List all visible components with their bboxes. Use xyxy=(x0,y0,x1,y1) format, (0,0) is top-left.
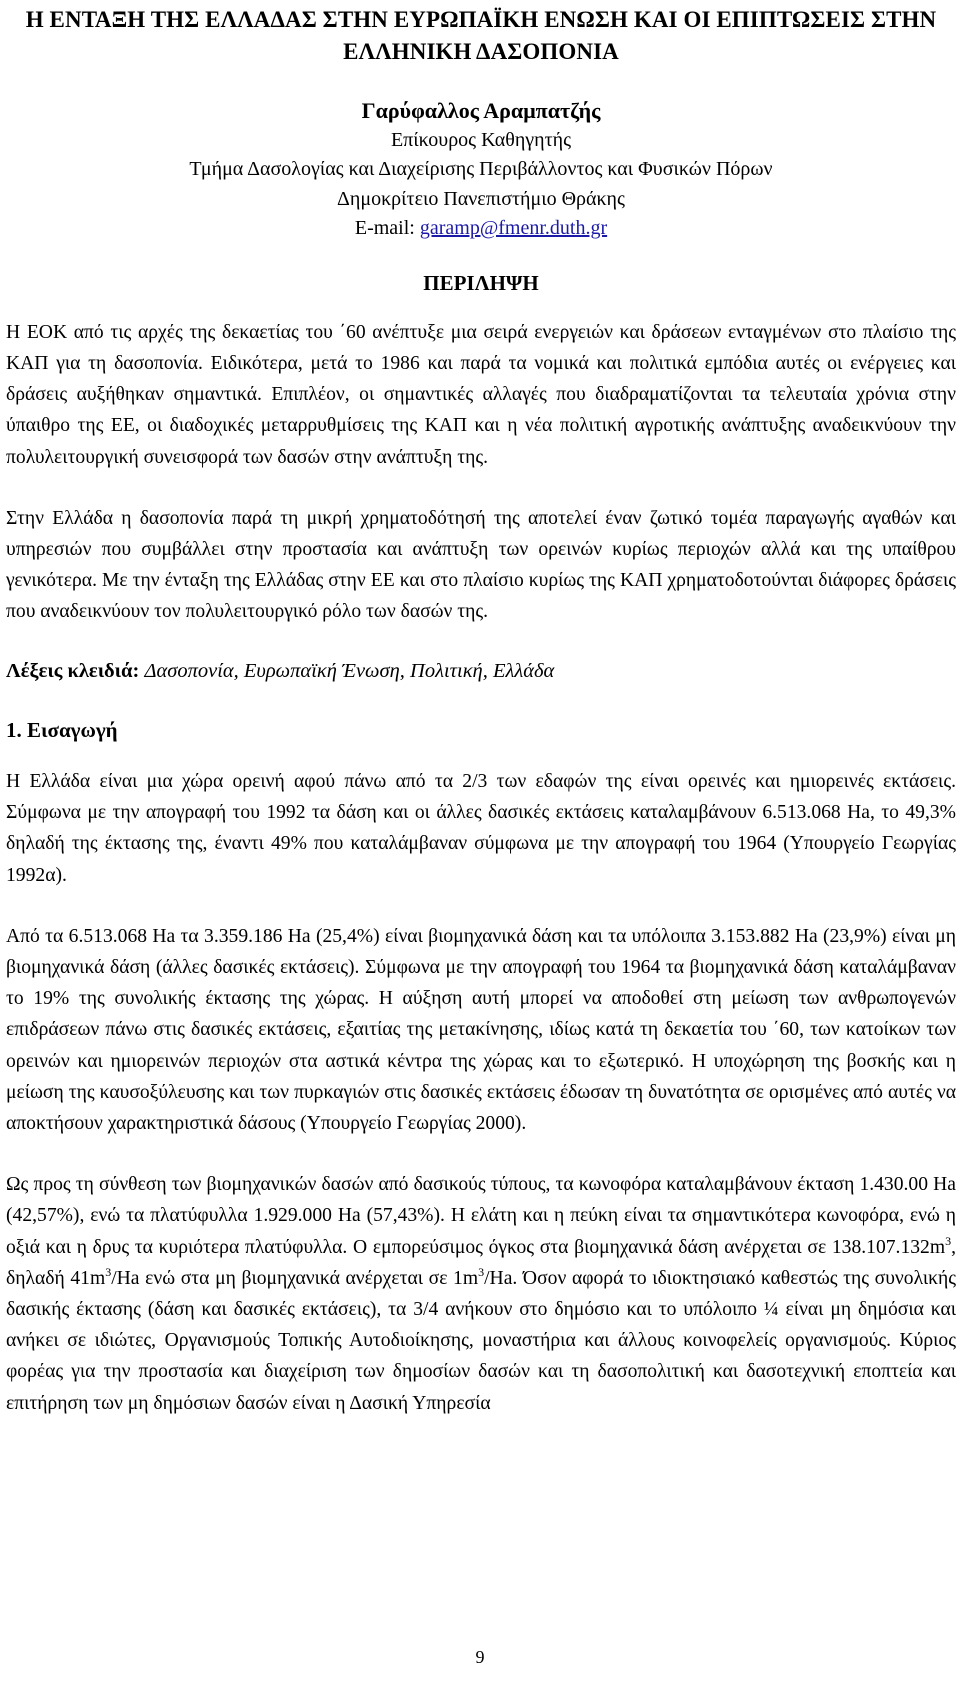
author-block xyxy=(6,96,956,244)
superscript-cubic-1: 3 xyxy=(945,1233,952,1248)
author-department: Τμήμα Δασολογίας και Διαχείρισης Περιβάλλοντος και Φυσικών Πόρων xyxy=(189,158,773,180)
intro-paragraph-3-part-d: /Ha. Όσον αφορά το ιδιοκτησιακό καθεστώς της συνολικής δασικής έκτασης (δάση και δασικές εκτάσεις), τα 3/4 ανήκουν στο δημόσιο και το υπόλοιπο ¼ είναι μη δημόσια και ανήκει σε ιδιώτες, Οργανισμούς Τοπικής Αυτοδιοίκησης, μοναστήρια και άλλους κοινοφελείς οργανισμούς. Κύριος φορέας για την προστασία και διαχείριση των δημοσίων δασών και τη δασοπολιτική και δασοτεχνική εποπτεία και επιτήρηση των μη δημόσιων δασών είναι η Δασική Υπηρεσία xyxy=(6,1267,956,1414)
keywords-label: Λέξεις κλειδιά: xyxy=(6,659,140,682)
intro-paragraph-3-part-a: Ως προς τη σύνθεση των βιομηχανικών δασών από δασικούς τύπους, τα κωνοφόρα καταλαμβάνουν έκταση 1.430.00 Ha (42,57%), ενώ τα πλατύφυλλα 1.929.000 Ha (57,43%). Η ελάτη και η πεύκη είναι τα σημαντικότερα κωνοφόρα, ενώ η οξιά και η δρυς τα κυριότερα πλατύφυλλα. Ο εμπορεύσιμος όγκος στα βιομηχανικά δάση ανέρχεται σε 138.107.132m xyxy=(6,1174,956,1258)
keywords-line xyxy=(6,656,956,687)
email-link[interactable]: garamp@fmenr.duth.gr xyxy=(419,217,608,239)
intro-paragraph-3-part-b: , δηλαδή 41m xyxy=(6,1236,956,1289)
author-email-line xyxy=(6,214,956,244)
intro-paragraph-3 xyxy=(6,1169,956,1419)
superscript-cubic-3: 3 xyxy=(478,1264,485,1279)
author-university: Δημοκρίτειο Πανεπιστήμιο Θράκης xyxy=(337,187,625,210)
abstract-paragraph-2: Στην Ελλάδα η δασοπονία παρά τη μικρή χρηματοδότησή της αποτελεί έναν ζωτικό τομέα παραγωγής αγαθών και υπηρεσιών που συμβάλλει στην προστασία και ανάπτυξη των ορεινών κυρίως περιοχών αλλά και της υπαίθρου γενικότερα. Με την ένταξη της Ελλάδας στην ΕΕ και στο πλαίσιο κυρίως της ΚΑΠ χρηματοδοτούνται διάφορες δράσεις που αναδεικνύουν τον πολυλειτουργικό ρόλο των δασών της. xyxy=(6,507,956,623)
intro-paragraph-2: Από τα 6.513.068 Ha τα 3.359.186 Ha (25,4%) είναι βιομηχανικά δάση και τα υπόλοιπα 3.153.882 Ha (23,9%) είναι μη βιομηχανικά δάση (άλλες δασικές εκτάσεις). Σύμφωνα με την απογραφή του 1964 τα βιομηχανικά δάση καταλάμβαναν το 19% της συνολικής έκτασης της χώρας. Η αύξηση αυτή μπορεί να αποδοθεί στη μείωση των ανθρωπογενών επιδράσεων πάνω στις δασικές εκτάσεις, εξαιτίας της μετακίνησης, ιδίως κατά τη δεκαετία του ΄60, των κατοίκων των ορεινών και ημιορεινών περιοχών στα αστικά κέντρα της χώρας και το εξωτερικό. Η υποχώρηση της βοσκής και η μείωση της καυσοξύλευσης και των πυρκαγιών στις δασικές εκτάσεις έδωσαν τη δυνατότητα σε ορισμένες από αυτές να αποκτήσουν χαρακτηριστικά δάσους (Υπουργείο Γεωργίας 2000). xyxy=(6,925,956,1134)
intro-paragraph-3-part-c: /Ha ενώ στα μη βιομηχανικά ανέρχεται σε 1m xyxy=(111,1267,479,1289)
abstract-paragraph-1: Η ΕΟΚ από τις αρχές της δεκαετίας του ΄60 ανέπτυξε μια σειρά ενεργειών και δράσεων ενταγμένων στο πλαίσιο της ΚΑΠ για τη δασοπονία. Ειδικότερα, μετά το 1986 και παρά τα νομικά και πολιτικά εμπόδια αυτές οι ενέργειες και δράσεις αυξήθηκαν σημαντικά. Επιπλέον, οι σημαντικές αλλαγές που διαδραματίζονται τα τελευταία χρόνια στην ύπαιθρο της ΕΕ, οι διαδοχικές μεταρρυθμίσεις της ΚΑΠ και η νέα πολιτική αγροτικής ανάπτυξης αναδεικνύουν την πολυλειτουργική συνεισφορά των δασών στην ανάπτυξη της. xyxy=(6,321,956,468)
document-title: Η ΕΝΤΑΞΗ ΤΗΣ ΕΛΛΑΔΑΣ ΣΤΗΝ ΕΥΡΩΠΑΪΚΗ ΕΝΩΣΗ ΚΑΙ ΟΙ ΕΠΙΠΤΩΣΕΙΣ ΣΤΗΝ ΕΛΛΗΝΙΚΗ ΔΑΣΟΠΟΝΙΑ xyxy=(25,7,937,64)
page-number: 9 xyxy=(475,1647,485,1667)
email-label: E-mail: xyxy=(354,217,420,239)
author-name: Γαρύφαλλος Αραμπατζής xyxy=(361,98,601,123)
intro-paragraph-1: Η Ελλάδα είναι μια χώρα ορεινή αφού πάνω από τα 2/3 των εδαφών της είναι ορεινές και ημιορεινές εκτάσεις. Σύμφωνα με την απογραφή του 1992 τα δάση και οι άλλες δασικές εκτάσεις καταλαμβάνουν 6.513.068 Ha, το 49,3% δηλαδή της έκτασης της, έναντι 49% που καταλάμβαναν σύμφωνα με την απογραφή του 1964 (Υπουργείο Γεωργίας 1992α). xyxy=(6,770,956,886)
superscript-cubic-2: 3 xyxy=(105,1264,112,1279)
keywords-terms: Δασοπονία, Ευρωπαϊκή Ένωση, Πολιτική, Ελλάδα xyxy=(144,659,555,682)
abstract-heading: ΠΕΡΙΛΗΨΗ xyxy=(423,270,539,295)
author-position: Επίκουρος Καθηγητής xyxy=(390,128,572,151)
section-heading-introduction: 1. Εισαγωγή xyxy=(6,717,118,742)
